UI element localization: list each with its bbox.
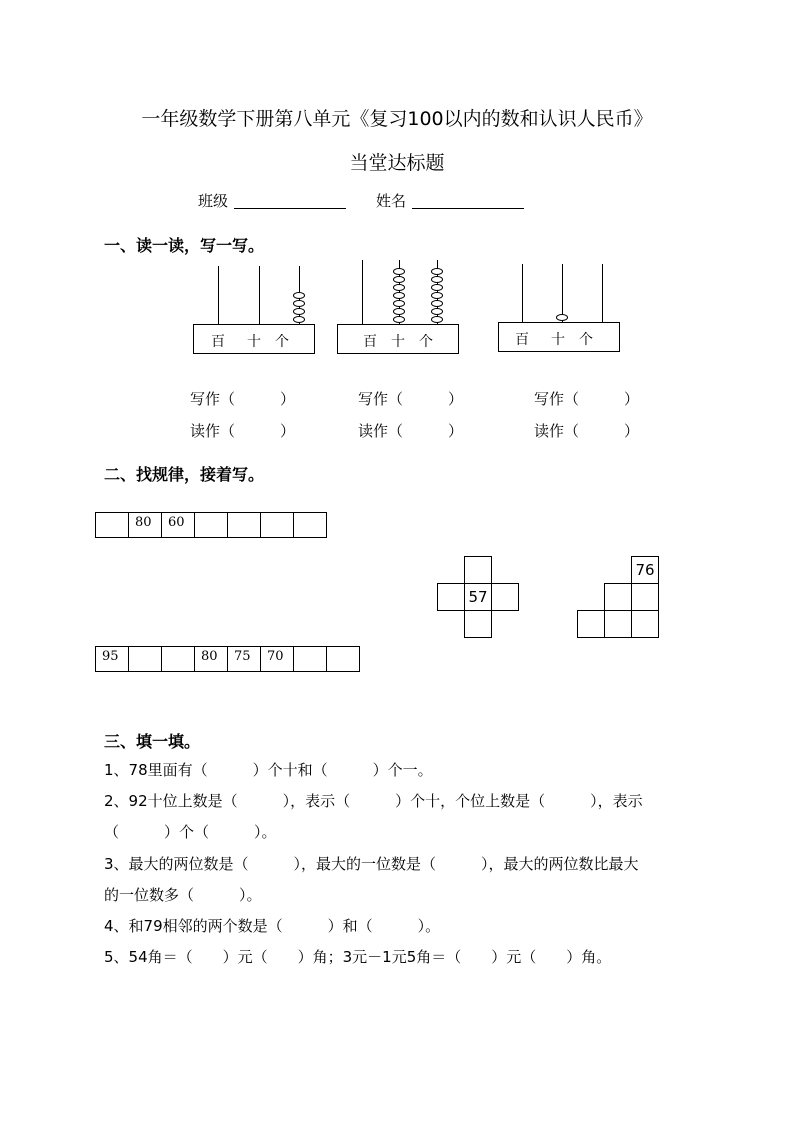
sequence-cell: 75: [227, 646, 261, 672]
grid-cell[interactable]: [577, 610, 605, 638]
section1-heading: 一、读一读，写一写。: [104, 236, 265, 255]
write-field-2[interactable]: 写作（ ）: [358, 390, 464, 408]
place-ones-label: 个: [579, 332, 593, 348]
abacus-bead: [431, 308, 443, 315]
abacus-rod: [362, 260, 363, 324]
abacus-bead: [393, 300, 405, 307]
abacus-place-box: [193, 324, 315, 354]
section2-heading: 二、找规律，接着写。: [104, 465, 265, 484]
sequence-cell[interactable]: [293, 512, 327, 538]
abacus-bead: [556, 314, 568, 321]
grid-cell[interactable]: [437, 583, 465, 611]
sequence-cell[interactable]: [293, 646, 327, 672]
grid-cell[interactable]: [604, 583, 632, 611]
abacus-bead: [393, 308, 405, 315]
sequence-cell[interactable]: [128, 646, 162, 672]
grid-cell-center: 57: [464, 583, 492, 611]
read-field-1[interactable]: 读作（ ）: [190, 422, 296, 440]
abacus-bead: [293, 308, 305, 315]
grid-cell[interactable]: [604, 610, 632, 638]
sequence-row-1: [96, 512, 327, 538]
question-2-line2: （ ）个（ ）。: [104, 823, 277, 841]
place-tens-label: 十: [391, 334, 405, 350]
abacus-bead: [293, 300, 305, 307]
place-tens-label: 十: [247, 334, 261, 350]
abacus-bead: [293, 316, 305, 323]
write-field-1[interactable]: 写作（ ）: [190, 390, 296, 408]
abacus-rod: [602, 264, 603, 322]
class-label: 班级: [198, 192, 229, 210]
abacus-bead: [431, 300, 443, 307]
abacus-place-box: [498, 322, 620, 352]
place-tens-label: 十: [551, 332, 565, 348]
grid-cell[interactable]: [631, 610, 659, 638]
grid-cell[interactable]: [631, 583, 659, 611]
sequence-cell[interactable]: [227, 512, 261, 538]
abacus-bead: [393, 276, 405, 283]
abacus-bead: [431, 284, 443, 291]
sequence-cell: 80: [194, 646, 228, 672]
abacus-bead: [431, 276, 443, 283]
page-subtitle: 当堂达标题: [349, 152, 445, 174]
section3-heading: 三、填一填。: [104, 732, 201, 751]
sequence-cell: 95: [95, 646, 129, 672]
sequence-cell[interactable]: [95, 512, 129, 538]
abacus-bead: [393, 268, 405, 275]
abacus-bead: [393, 284, 405, 291]
abacus-rod: [218, 266, 219, 324]
place-hundreds-label: 百: [515, 332, 529, 348]
sequence-cell[interactable]: [326, 646, 360, 672]
question-4: 4、和79相邻的两个数是（ ）和（ ）。: [104, 917, 441, 935]
sequence-cell: 60: [161, 512, 195, 538]
abacus-bead: [431, 268, 443, 275]
abacus-bead: [431, 316, 443, 323]
abacus-bead: [393, 292, 405, 299]
sequence-cell[interactable]: [161, 646, 195, 672]
abacus-bead: [393, 316, 405, 323]
sequence-row-2: [96, 646, 360, 672]
abacus-bead: [293, 292, 305, 299]
abacus-place-box: [337, 324, 459, 354]
abacus-bead: [431, 292, 443, 299]
question-3-line2: 的一位数多（ ）。: [104, 886, 262, 904]
grid-cell[interactable]: [464, 556, 492, 584]
grid-cell-top: 76: [631, 556, 659, 584]
grid-cell[interactable]: [491, 583, 519, 611]
place-hundreds-label: 百: [211, 334, 225, 350]
place-ones-label: 个: [275, 334, 289, 350]
write-field-3[interactable]: 写作（ ）: [534, 390, 640, 408]
question-2-line1: 2、92十位上数是（ ），表示（ ）个十，个位上数是（ ），表示: [104, 792, 643, 810]
sequence-cell[interactable]: [194, 512, 228, 538]
sequence-cell[interactable]: [260, 512, 294, 538]
sequence-cell: 70: [260, 646, 294, 672]
grid-cell[interactable]: [464, 610, 492, 638]
abacus-rod: [522, 264, 523, 322]
class-input-line[interactable]: [234, 208, 346, 209]
read-field-3[interactable]: 读作（ ）: [534, 422, 640, 440]
place-hundreds-label: 百: [363, 334, 377, 350]
sequence-cell: 80: [128, 512, 162, 538]
name-label: 姓名: [376, 192, 407, 210]
place-ones-label: 个: [419, 334, 433, 350]
page-title: 一年级数学下册第八单元《复习100以内的数和认识人民币》: [141, 108, 653, 130]
question-5: 5、54角＝（ ）元（ ）角；3元－1元5角＝（ ）元（ ）角。: [104, 948, 612, 966]
question-1: 1、78里面有（ ）个十和（ ）个一。: [104, 761, 433, 779]
name-input-line[interactable]: [412, 208, 524, 209]
question-3-line1: 3、最大的两位数是（ ），最大的一位数是（ ），最大的两位数比最大: [104, 855, 639, 873]
read-field-2[interactable]: 读作（ ）: [358, 422, 464, 440]
abacus-rod: [259, 266, 260, 324]
